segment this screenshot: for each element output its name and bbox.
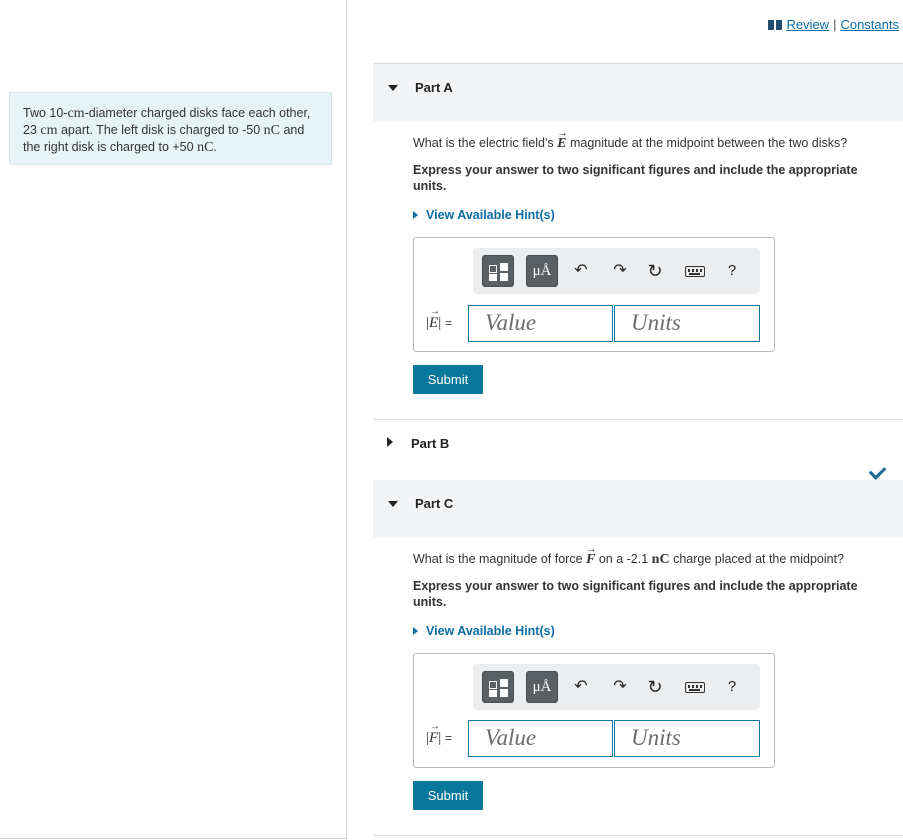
field-label: | → E| = (426, 306, 452, 331)
review-link[interactable]: Review (786, 17, 830, 32)
book-icon (768, 20, 782, 30)
units-label: μÅ (532, 263, 552, 279)
problem-text: -diameter charged disks face each other, 23 (23, 106, 311, 137)
value-input[interactable]: Value (468, 305, 613, 342)
unit-cm: cm (40, 123, 58, 138)
problem-text: and the right disk is charged to +50 (23, 123, 305, 154)
separator: | (833, 17, 837, 32)
constants-link[interactable]: Constants (840, 17, 899, 32)
part-b-header[interactable] (373, 420, 903, 477)
question-text: What is the magnitude of force (413, 552, 583, 566)
part-c-question (413, 543, 845, 568)
undo-icon[interactable]: ↶ (574, 262, 588, 279)
part-c-title: Part C (415, 496, 454, 511)
units-icon[interactable] (526, 671, 558, 703)
part-a-answer-box (413, 237, 775, 352)
caret-right-icon (413, 211, 418, 219)
question-text: charge placed at the midpoint? (673, 552, 845, 566)
top-links (768, 17, 899, 32)
part-b-title: Part B (411, 436, 450, 451)
caret-right-icon (413, 627, 418, 635)
vector-symbol: E (429, 315, 439, 331)
part-c-instructions: Express your answer to two significant figures and include the appropriate units. (413, 579, 858, 609)
keyboard-icon[interactable] (685, 682, 705, 693)
redo-icon[interactable]: ↷ (613, 678, 627, 695)
vector-e: → E (557, 127, 569, 151)
redo-icon[interactable]: ↷ (613, 262, 627, 279)
problem-text: . (213, 140, 217, 154)
field-label: | → F| = (426, 721, 452, 746)
unit-nc: nC (263, 123, 280, 138)
collapse-icon (388, 501, 398, 507)
keyboard-icon[interactable] (685, 266, 705, 277)
part-c-answer-box (413, 653, 775, 768)
part-a-header[interactable] (373, 64, 903, 121)
part-a-question (413, 127, 848, 152)
unit-nc: nC (651, 552, 670, 567)
submit-button[interactable]: Submit (413, 781, 483, 810)
hint-label: View Available Hint(s) (426, 208, 555, 222)
units-icon[interactable] (526, 255, 558, 287)
divider (0, 838, 346, 839)
problem-text: apart. The left disk is charged to -50 (57, 123, 264, 137)
help-icon[interactable] (723, 262, 741, 280)
math-toolbar (473, 248, 760, 294)
units-input[interactable]: Units (614, 720, 760, 757)
vector-f: → F (586, 543, 598, 567)
submit-button[interactable]: Submit (413, 365, 483, 394)
help-label: ? (727, 678, 737, 695)
vector-symbol: F (586, 552, 596, 567)
equals-sign: = (444, 316, 452, 330)
collapse-icon (388, 85, 398, 91)
units-input[interactable]: Units (614, 305, 760, 342)
problem-statement (9, 92, 332, 165)
help-icon[interactable] (723, 678, 741, 696)
part-a-title: Part A (415, 80, 453, 95)
help-label: ? (727, 262, 737, 279)
templates-icon[interactable] (482, 255, 514, 287)
equals-sign: = (444, 731, 452, 745)
question-text: What is the electric field's (413, 136, 554, 150)
unit-nc: nC (197, 140, 214, 155)
math-toolbar (473, 664, 760, 710)
expand-icon (387, 437, 393, 447)
units-label: μÅ (532, 679, 552, 695)
question-text: magnitude at the midpoint between the two disks? (569, 136, 848, 150)
part-c-header[interactable] (373, 480, 903, 537)
templates-icon[interactable] (482, 671, 514, 703)
reset-icon[interactable]: ↻ (647, 261, 663, 281)
value-input[interactable]: Value (468, 720, 613, 757)
hint-label: View Available Hint(s) (426, 624, 555, 638)
vector-symbol: E (557, 136, 567, 151)
reset-icon[interactable]: ↻ (647, 677, 663, 697)
unit-cm: cm (67, 106, 85, 121)
undo-icon[interactable]: ↶ (574, 678, 588, 695)
question-text: on a -2.1 (598, 552, 649, 566)
divider (373, 835, 903, 836)
vector-symbol: F (429, 730, 439, 746)
part-a-instructions: Express your answer to two significant figures and include the appropriate units. (413, 163, 858, 193)
part-a-hint-toggle[interactable] (413, 208, 555, 222)
problem-text: Two 10- (23, 106, 68, 120)
part-c-hint-toggle[interactable] (413, 624, 555, 638)
